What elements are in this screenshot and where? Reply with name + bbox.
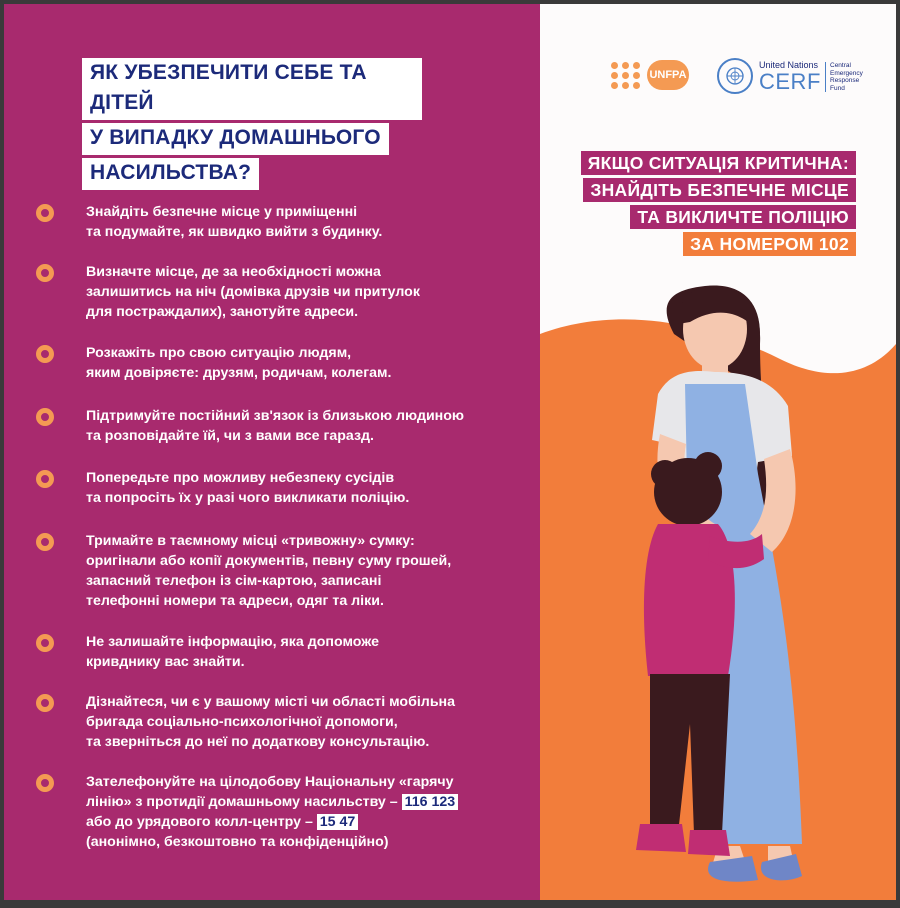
hotline-number: 116 123	[402, 794, 459, 810]
tip-text: Визначте місце, де за необхідності можна залишитись на ніч (домівка друзів чи притулок для постраждалих), занотуйте адреси.	[86, 264, 420, 320]
circle-bullet-icon	[36, 533, 54, 551]
circle-bullet-icon	[36, 204, 54, 222]
circle-bullet-icon	[36, 634, 54, 652]
alert-line: ТА ВИКЛИЧТЕ ПОЛІЦІЮ	[630, 205, 856, 229]
callcenter-text: або до урядового колл-центру –	[86, 814, 313, 830]
circle-bullet-icon	[36, 408, 54, 426]
title-line: У ВИПАДКУ ДОМАШНЬОГО	[82, 123, 389, 155]
cerf-un-label: United Nations	[759, 60, 819, 70]
anonymity-note: (анонімно, безкоштовно та конфіденційно)	[86, 834, 389, 850]
circle-bullet-icon	[36, 470, 54, 488]
tip-text: Підтримуйте постійний зв'язок із близькою людиною та розповідайте їй, чи з вами все гаразд.	[86, 408, 465, 444]
tip-text: Розкажіть про свою ситуацію людям, яким довіряєте: друзям, родичам, колегам.	[86, 345, 392, 381]
circle-bullet-icon	[36, 774, 54, 792]
circle-bullet-icon	[36, 345, 54, 363]
tip-text: Знайдіть безпечне місце у приміщенні та подумайте, як швидко вийти з будинку.	[86, 204, 383, 240]
title-line: НАСИЛЬСТВА?	[82, 158, 259, 190]
police-number: ЗА НОМЕРОМ 102	[683, 232, 856, 256]
circle-bullet-icon	[36, 264, 54, 282]
cerf-fund-label: Central Emergency Response Fund	[830, 62, 863, 92]
infographic	[4, 4, 896, 900]
title-line: ЯК УБЕЗПЕЧИТИ СЕБЕ ТА ДІТЕЙ	[82, 58, 422, 120]
tip-text: Тримайте в таємному місці «тривожну» сумку: оригінали або копії документів, певну суму грошей, запасний телефон із сім-картою, записані телефонні номери та адреси, одяг та ліки.	[86, 533, 452, 609]
mother-child-illustration	[540, 4, 896, 900]
left-panel	[4, 4, 540, 900]
tip-text-hotline	[86, 772, 526, 852]
hotline-text: Зателефонуйте на цілодобову Національну «гарячу лінію» з протидії домашньому насильству –	[86, 774, 454, 810]
alert-line: ЗНАЙДІТЬ БЕЗПЕЧНЕ МІСЦЕ	[583, 178, 856, 202]
page-title	[82, 58, 422, 193]
tip-text: Попередьте про можливу небезпеку сусідів та попросіть їх у разі чого викликати поліцію.	[86, 470, 410, 506]
tip-text: Дізнайтеся, чи є у вашому місті чи області мобільна бригада соціально-психологічної допомоги, та зверніться до неї по додаткову консультацію.	[86, 694, 455, 750]
tip-text: Не залишайте інформацію, яка допоможе кривднику вас знайти.	[86, 634, 380, 670]
cerf-wordmark: CERF	[759, 69, 821, 94]
circle-bullet-icon	[36, 694, 54, 712]
unfpa-wordmark: UNFPA	[647, 60, 689, 90]
alert-line: ЯКЩО СИТУАЦІЯ КРИТИЧНА:	[581, 151, 856, 175]
callcenter-number: 15 47	[317, 814, 359, 830]
